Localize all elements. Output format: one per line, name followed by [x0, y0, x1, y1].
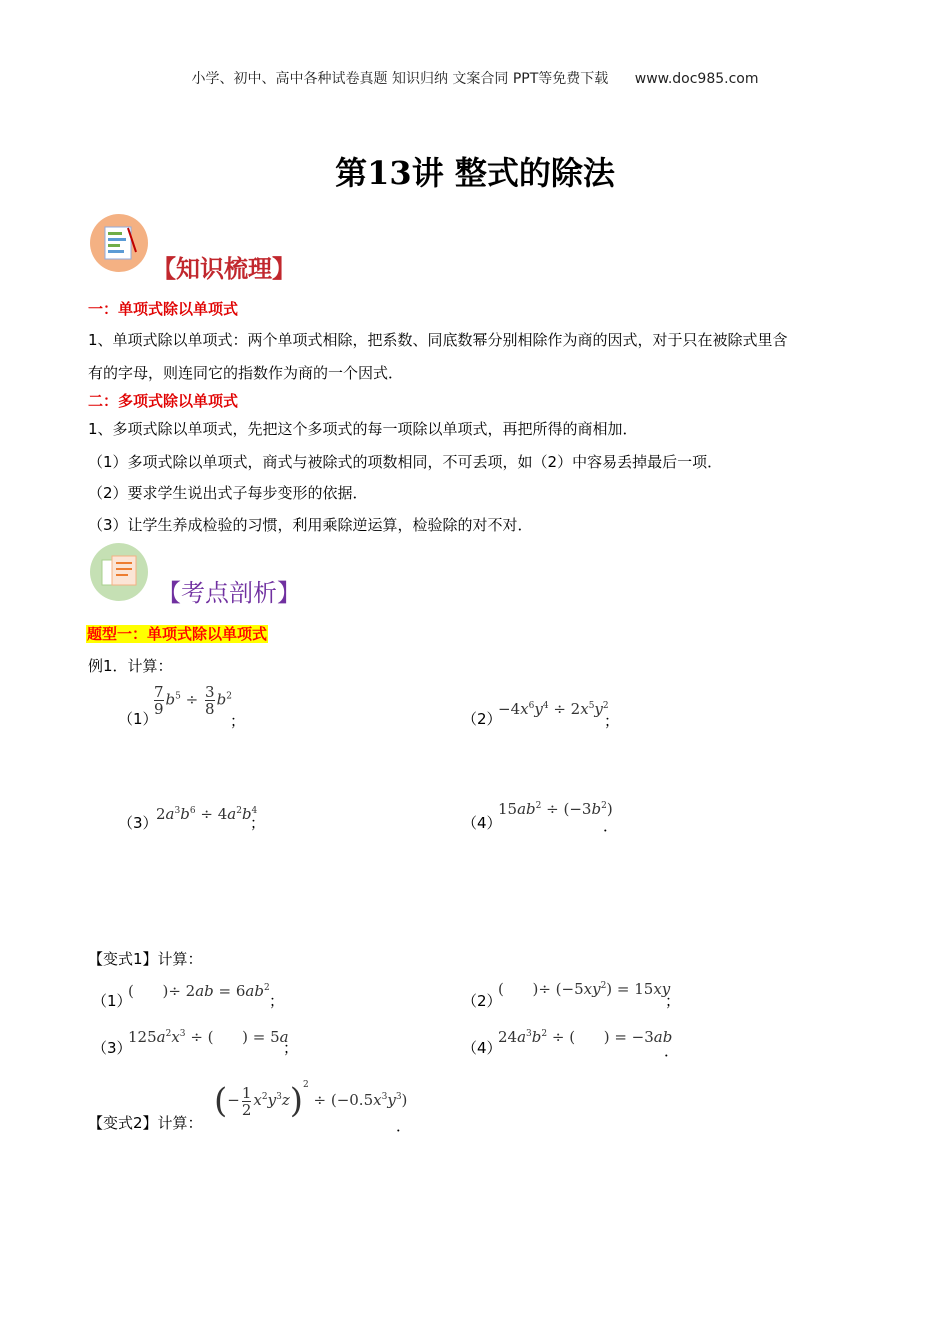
var1-q2-expr: ( )÷ $(-5xy^2) = 15xy$: [498, 980, 671, 998]
ex1-q1-end: ；: [230, 712, 246, 730]
variant2-intro: 【变式2】计算：: [88, 1114, 203, 1132]
notebook-icon: [90, 214, 148, 272]
var2-end: ．: [396, 1117, 412, 1135]
var1-q2-end: ；: [665, 992, 681, 1010]
var1-q4-expr: $24a^3b^2$ ÷ ( ) = −3ab: [498, 1028, 673, 1046]
part2-line4: （3）让学生养成检验的习惯，利用乘除逆运算，检验除的对不对．: [88, 516, 533, 534]
ex1-q2-end: ；: [604, 712, 620, 730]
ex1-q4-expr: $15ab^2 \div (-3b^2)$: [498, 800, 613, 818]
variant1-intro: 【变式1】计算：: [88, 950, 203, 968]
var1-q3-expr: $125a^2x^3$ ÷ ( ) = 5a: [128, 1028, 289, 1046]
var1-q1-label: （1）: [92, 992, 132, 1010]
part1-line2: 有的字母，则连同它的指数作为商的一个因式．: [88, 364, 404, 382]
var1-q2-label: （2）: [462, 992, 502, 1010]
ex1-q2-label: （2）: [462, 710, 502, 728]
var1-q4-label: （4）: [462, 1039, 502, 1057]
folder-icon: [90, 543, 148, 601]
var2-expr: (− $\frac{1}{2}$ $x^2y^3z)^2 \div (-0.5x^3y^3)$: [214, 1080, 408, 1121]
type1-heading: [86, 623, 268, 644]
ex1-q3-end: ；: [250, 814, 266, 832]
header-text: 小学、初中、高中各种试卷真题 知识归纳 文案合同 PPT等免费下载: [191, 71, 609, 87]
example1-intro: 例1．计算：: [88, 657, 173, 675]
header-url[interactable]: www.doc985.com: [634, 71, 759, 87]
page-header: [0, 68, 950, 88]
var1-q3-end: ；: [283, 1039, 299, 1057]
section-knowledge: [152, 249, 296, 284]
ex1-q4-label: （4）: [462, 814, 502, 832]
part2-heading: 二：多项式除以单项式: [88, 392, 239, 410]
ex1-q2-expr: $-4x^6y^4 \div 2x^5y^2$: [498, 700, 609, 718]
part2-line3: （2）要求学生说出式子每步变形的依据．: [88, 484, 368, 502]
var1-q1-expr: ( )÷ $2ab = 6ab^2$: [128, 982, 270, 1000]
ex1-q1-expr: $\frac{7}{9}$ $b^5$ ÷ $\frac{3}{8}$ $b^2$: [154, 683, 232, 718]
ex1-q3-label: （3）: [118, 814, 158, 832]
ex1-q1-label: （1）: [118, 710, 158, 728]
type1-heading-text: 题型一：单项式除以单项式: [87, 625, 268, 643]
part1-heading: 一：单项式除以单项式: [88, 300, 239, 318]
var1-q3-label: （3）: [92, 1039, 132, 1057]
page-title: 第13讲 整式的除法: [335, 154, 615, 192]
section-knowledge-label: 【知识梳理】: [152, 254, 296, 283]
var1-q1-end: ；: [269, 992, 285, 1010]
part2-line2: （1）多项式除以单项式，商式与被除式的项数相同，不可丢项，如（2）中容易丢掉最后一项．: [88, 453, 723, 471]
var1-q4-end: ．: [664, 1042, 680, 1060]
part2-line1: 1、多项式除以单项式，先把这个多项式的每一项除以单项式，再把所得的商相加．: [88, 420, 638, 438]
ex1-q4-end: ．: [603, 817, 619, 835]
part1-line1: 1、单项式除以单项式：两个单项式相除，把系数、同底数幂分别相除作为商的因式，对于只在被除式里含: [88, 331, 788, 349]
ex1-q3-expr: $2a^3b^6 \div 4a^2b^4$: [156, 805, 258, 823]
section-analysis: 【考点剖析】: [157, 579, 301, 607]
